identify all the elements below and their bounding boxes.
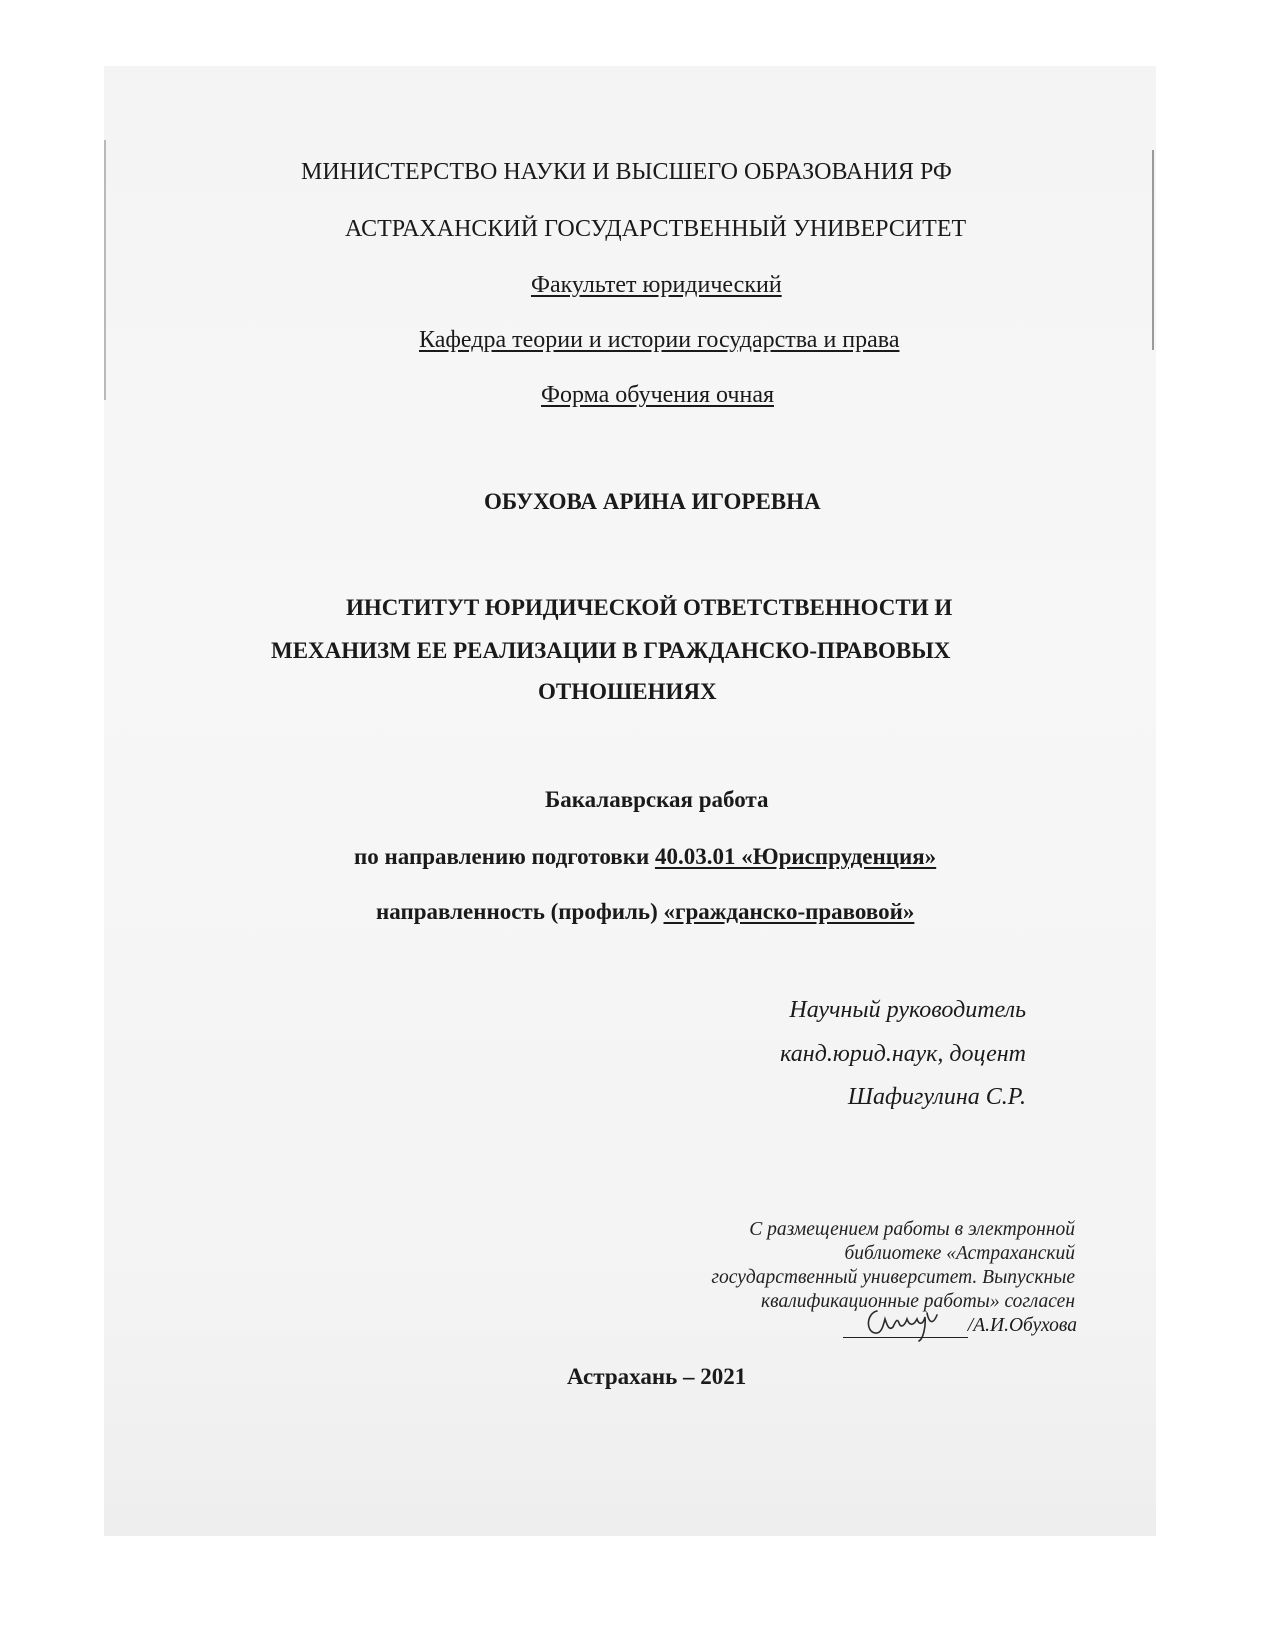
supervisor-role: Научный руководитель xyxy=(789,997,1026,1023)
scan-edge-right xyxy=(1152,150,1154,350)
profile-value: «гражданско-правовой» xyxy=(663,899,915,924)
consent-line-1: С размещением работы в электронной xyxy=(749,1219,1075,1240)
handwritten-signature xyxy=(843,1315,968,1338)
direction-value: 40.03.01 «Юриспруденция» xyxy=(654,844,937,869)
study-form-line: Форма обучения очная xyxy=(541,382,775,408)
title-line-3: ОТНОШЕНИЯХ xyxy=(538,679,717,704)
consent-line-3: государственный университет. Выпускные xyxy=(711,1267,1075,1288)
title-line-2: МЕХАНИЗМ ЕЕ РЕАЛИЗАЦИИ В ГРАЖДАНСКО-ПРАВОВЫХ xyxy=(271,638,951,663)
city-year: Астрахань – 2021 xyxy=(567,1364,747,1389)
signer-name: /А.И.Обухова xyxy=(967,1315,1077,1336)
work-type: Бакалаврская работа xyxy=(545,787,769,812)
direction-line xyxy=(354,843,936,871)
supervisor-name: Шафигулина С.Р. xyxy=(847,1084,1026,1110)
profile-label: направленность (профиль) xyxy=(376,899,658,924)
profile-line xyxy=(376,898,914,926)
consent-block xyxy=(635,1218,1075,1314)
consent-line-4: квалификационные работы» согласен xyxy=(761,1291,1075,1312)
faculty-line: Факультет юридический xyxy=(531,272,782,298)
ministry-line: МИНИСТЕРСТВО НАУКИ И ВЫСШЕГО ОБРАЗОВАНИЯ РФ xyxy=(301,159,952,185)
supervisor-degree: канд.юрид.наук, доцент xyxy=(780,1041,1026,1067)
university-line: АСТРАХАНСКИЙ ГОСУДАРСТВЕННЫЙ УНИВЕРСИТЕТ xyxy=(345,216,967,242)
author-name: ОБУХОВА АРИНА ИГОРЕВНА xyxy=(484,489,821,514)
signature-row xyxy=(843,1314,1077,1338)
scan-edge-left xyxy=(104,140,106,400)
consent-line-2: библиотеке «Астраханский xyxy=(844,1243,1075,1264)
title-line-1: ИНСТИТУТ ЮРИДИЧЕСКОЙ ОТВЕТСТВЕННОСТИ И xyxy=(346,595,953,620)
department-line: Кафедра теории и истории государства и права xyxy=(419,327,900,353)
direction-label: по направлению подготовки xyxy=(354,844,650,869)
